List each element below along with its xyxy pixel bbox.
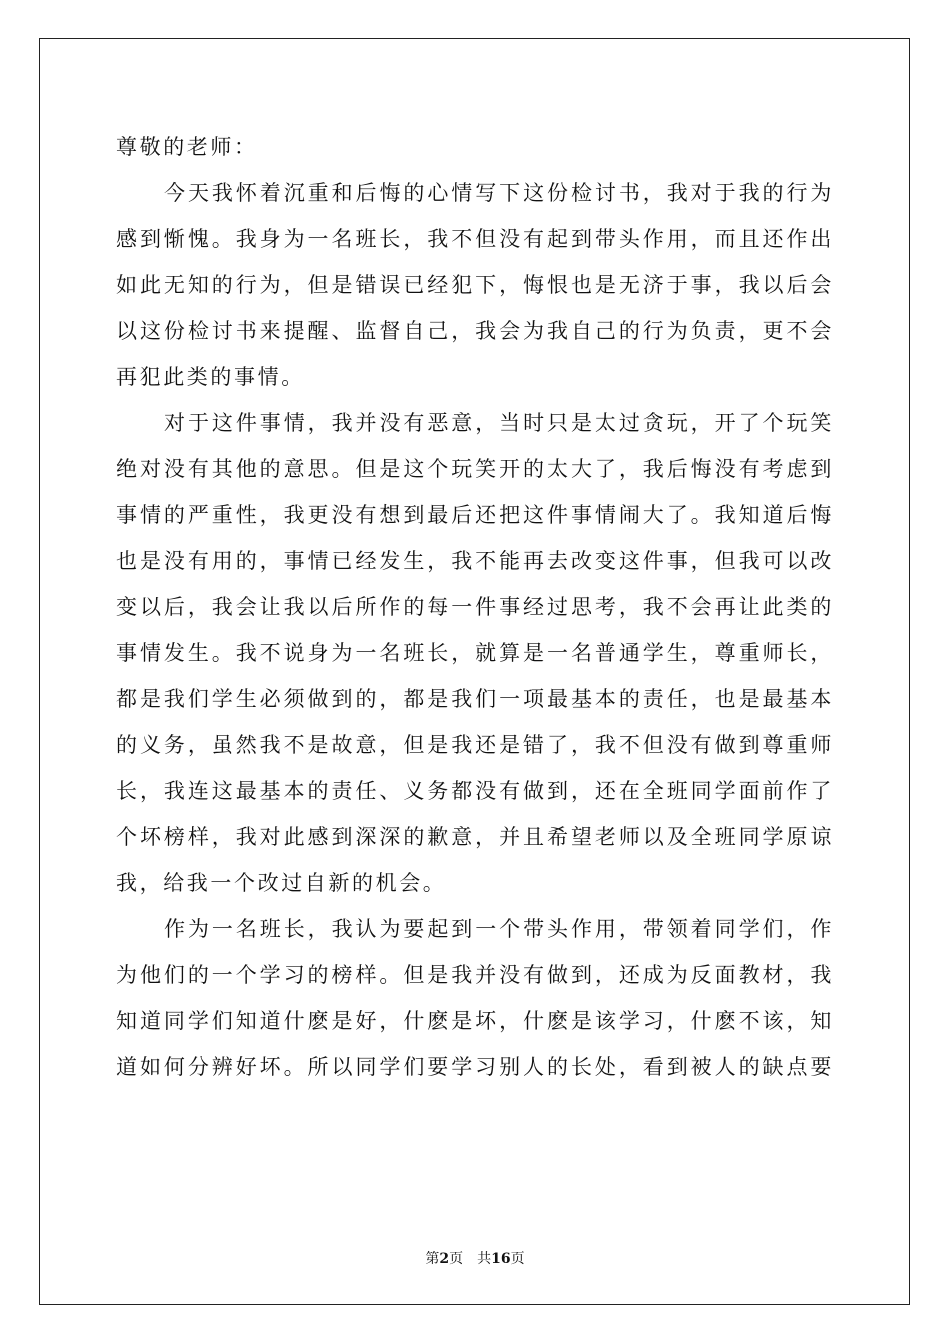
text-line: 长，我连这最基本的责任、义务都没有做到，还在全班同学面前作了 bbox=[116, 779, 834, 803]
paragraph-3 bbox=[116, 906, 834, 1090]
salutation: 尊敬的老师： bbox=[116, 135, 258, 159]
text-line: 个坏榜样，我对此感到深深的歉意，并且希望老师以及全班同学原谅 bbox=[116, 825, 834, 849]
page-footer bbox=[0, 1248, 950, 1268]
text-line: 作为一名班长，我认为要起到一个带头作用，带领着同学们，作 bbox=[164, 917, 834, 941]
text-line: 为他们的一个学习的榜样。但是我并没有做到，还成为反面教材，我 bbox=[116, 963, 834, 987]
total-prefix: 共 bbox=[477, 1251, 492, 1267]
total-page-count: 16 bbox=[491, 1251, 511, 1267]
text-line: 再犯此类的事情。 bbox=[116, 365, 305, 389]
text-line: 的义务，虽然我不是故意，但是我还是错了，我不但没有做到尊重师 bbox=[116, 733, 834, 757]
text-line: 以这份检讨书来提醒、监督自己，我会为我自己的行为负责，更不会 bbox=[116, 319, 834, 343]
document-body bbox=[116, 124, 834, 1090]
current-page-number: 2 bbox=[439, 1251, 450, 1267]
paragraph-2 bbox=[116, 400, 834, 906]
text-line: 变以后，我会让我以后所作的每一件事经过思考，我不会再让此类的 bbox=[116, 595, 834, 619]
text-line: 对于这件事情，我并没有恶意，当时只是太过贪玩，开了个玩笑 bbox=[164, 411, 834, 435]
paragraph-1 bbox=[116, 170, 834, 400]
page-prefix: 第 bbox=[425, 1251, 440, 1267]
page-suffix: 页 bbox=[449, 1251, 464, 1267]
text-line: 绝对没有其他的意思。但是这个玩笑开的太大了，我后悔没有考虑到 bbox=[116, 457, 834, 481]
text-line: 都是我们学生必须做到的，都是我们一项最基本的责任，也是最基本 bbox=[116, 687, 834, 711]
text-line: 知道同学们知道什麽是好，什麽是坏，什麽是该学习，什麽不该，知 bbox=[116, 1009, 834, 1033]
text-line: 事情发生。我不说身为一名班长，就算是一名普通学生，尊重师长， bbox=[116, 641, 834, 665]
text-line: 也是没有用的，事情已经发生，我不能再去改变这件事，但我可以改 bbox=[116, 549, 834, 573]
text-line: 道如何分辨好坏。所以同学们要学习别人的长处，看到被人的缺点要 bbox=[116, 1055, 834, 1079]
text-line: 事情的严重性，我更没有想到最后还把这件事情闹大了。我知道后悔 bbox=[116, 503, 834, 527]
text-line: 如此无知的行为，但是错误已经犯下，悔恨也是无济于事，我以后会 bbox=[116, 273, 834, 297]
total-suffix: 页 bbox=[510, 1251, 525, 1267]
text-line: 今天我怀着沉重和后悔的心情写下这份检讨书，我对于我的行为 bbox=[164, 181, 834, 205]
text-line: 我，给我一个改过自新的机会。 bbox=[116, 871, 447, 895]
text-line: 感到惭愧。我身为一名班长，我不但没有起到带头作用，而且还作出 bbox=[116, 227, 834, 251]
